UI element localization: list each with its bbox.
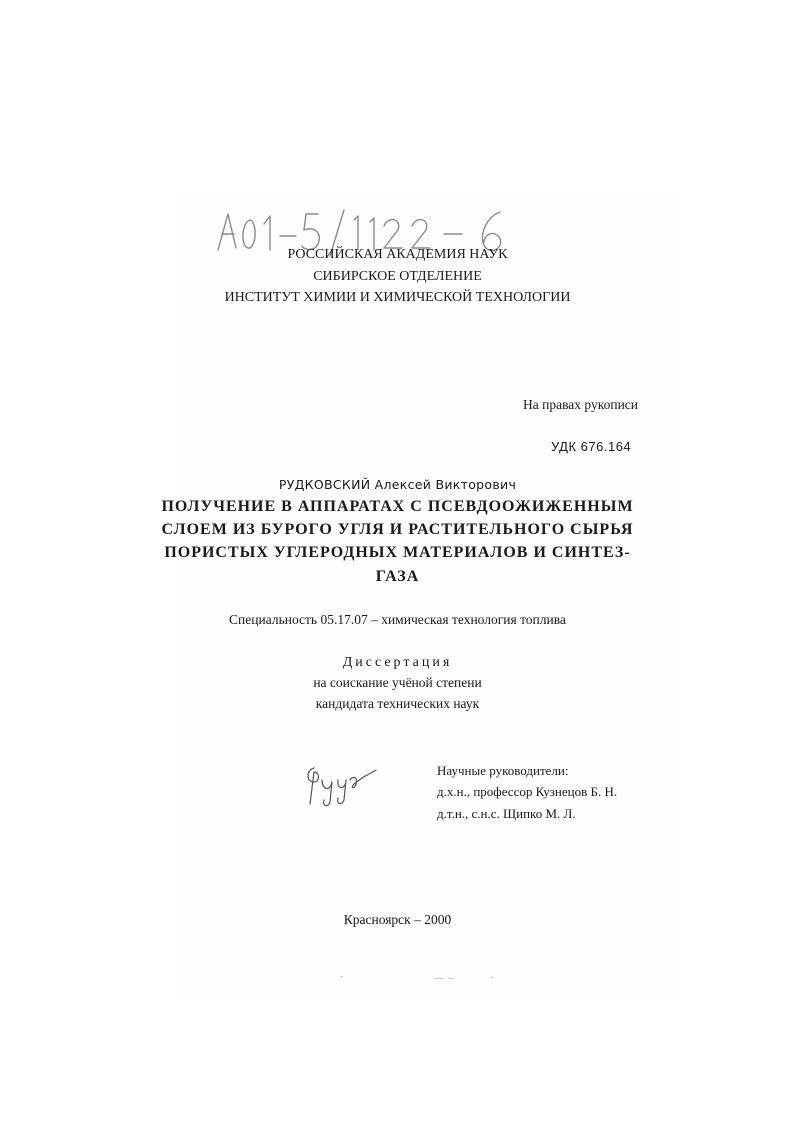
org-institute: ИНСТИТУТ ХИМИИ И ХИМИЧЕСКОЙ ТЕХНОЛОГИИ: [224, 290, 571, 305]
scan-area: [176, 196, 676, 996]
udk-code: УДК 676.164: [551, 439, 632, 454]
rights-note: На правах рукописи: [523, 397, 639, 412]
title-line-2: СЛОЕМ ИЗ БУРОГО УГЛЯ И РАСТИТЕЛЬНОГО СЫРЬЯ: [161, 521, 634, 538]
supervisors-heading: Научные руководители:: [437, 763, 569, 778]
handwritten-signature: [300, 758, 380, 812]
org-branch: СИБИРСКОЕ ОТДЕЛЕНИЕ: [313, 269, 482, 284]
scan-noise: [330, 974, 530, 984]
supervisor-1: д.х.н., профессор Кузнецов Б. Н.: [437, 784, 618, 799]
author-name: РУДКОВСКИЙ Алексей Викторович: [278, 477, 517, 492]
degree-line-2: кандидата технических наук: [315, 696, 480, 711]
place-year: Красноярск – 2000: [343, 912, 452, 927]
dissertation-label: Диссертация: [342, 655, 453, 670]
specialty: Специальность 05.17.07 – химическая технология топлива: [229, 612, 566, 627]
org-academy: РОССИЙСКАЯ АКАДЕМИЯ НАУК: [287, 247, 508, 262]
title-line-4: ГАЗА: [375, 568, 420, 585]
supervisor-2: д.т.н., с.н.с. Щипко М. Л.: [437, 806, 576, 821]
title-line-3: ПОРИСТЫХ УГЛЕРОДНЫХ МАТЕРИАЛОВ И СИНТЕЗ-: [164, 544, 631, 561]
degree-line-1: на соискание учёной степени: [313, 675, 482, 690]
title-line-1: ПОЛУЧЕНИЕ В АППАРАТАХ С ПСЕВДООЖИЖЕННЫМ: [161, 498, 634, 515]
